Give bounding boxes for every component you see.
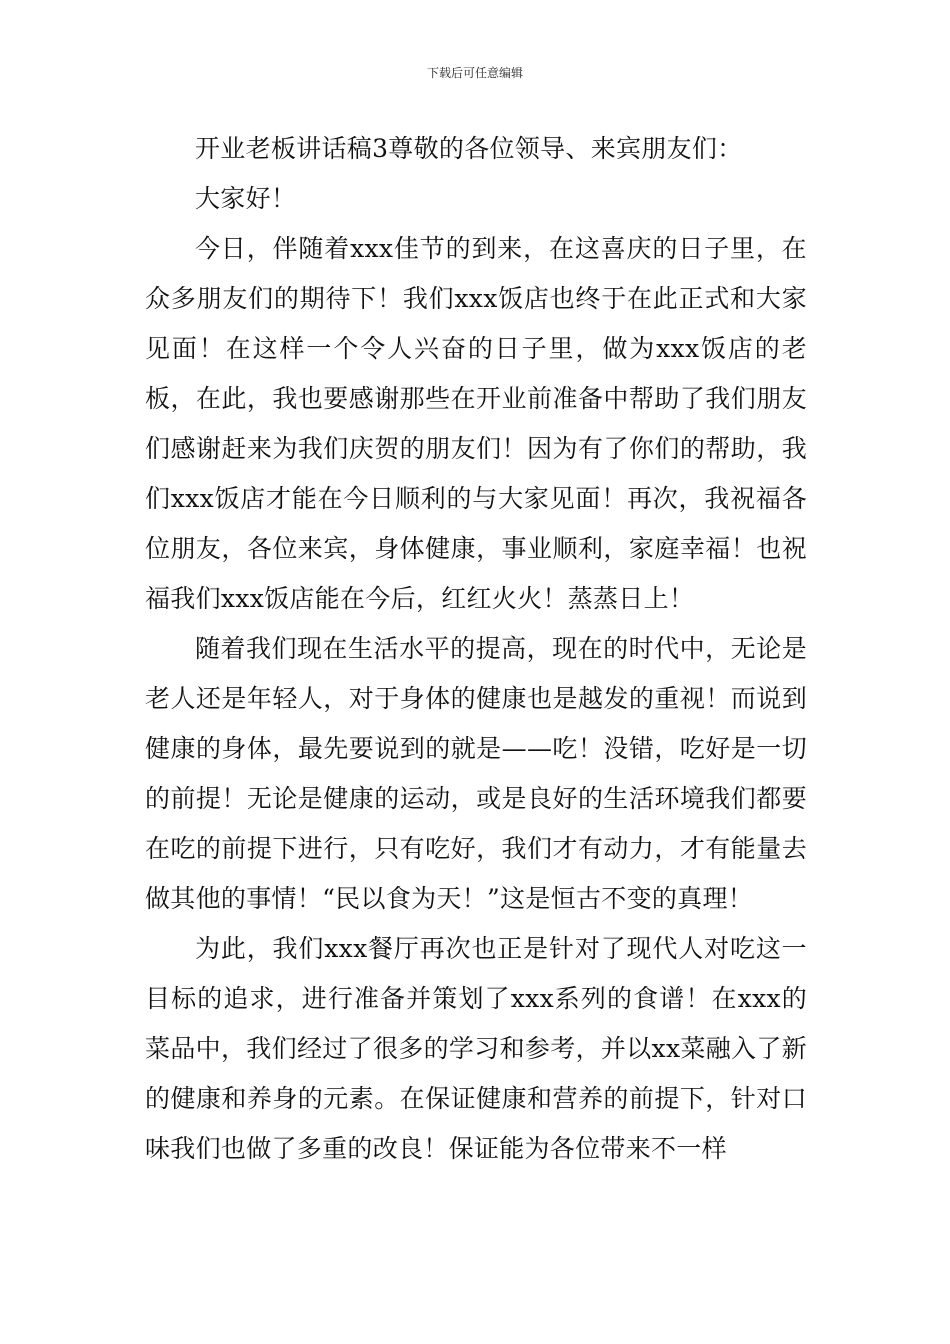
paragraph-menu: 为此，我们xxx餐厅再次也正是针对了现代人对吃这一目标的追求，进行准备并策划了xxx系列的食谱！在xxx的菜品中，我们经过了很多的学习和参考，并以xx菜融入了新的健康和养身的元素。在保证健康和营养的前提下，针对口味我们也做了多重的改良！保证能为各位带来不一样 <box>145 934 807 1163</box>
paragraph-title-greeting: 开业老板讲话稿3尊敬的各位领导、来宾朋友们： <box>195 134 743 163</box>
paragraph-opening: 今日，伴随着xxx佳节的到来，在这喜庆的日子里，在众多朋友们的期待下！我们xxx饭店也终于在此正式和大家见面！在这样一个令人兴奋的日子里，做为xxx饭店的老板，在此，我也要感谢那些在开业前准备中帮助了我们朋友们感谢赶来为我们庆贺的朋友们！因为有了你们的帮助，我们xxx饭店才能在今日顺利的与大家见面！再次，我祝福各位朋友，各位来宾，身体健康，事业顺利，家庭幸福！也祝福我们xxx饭店能在今后，红红火火！蒸蒸日上！ <box>145 234 807 613</box>
paragraph-hello: 大家好！ <box>195 184 297 213</box>
paragraph-health: 随着我们现在生活水平的提高，现在的时代中，无论是老人还是年轻人，对于身体的健康也是越发的重视！而说到健康的身体，最先要说到的就是——吃！没错，吃好是一切的前提！无论是健康的运动，或是良好的生活环境我们都要在吃的前提下进行，只有吃好，我们才有动力，才有能量去做其他的事情！“民以食为天！”这是恒古不变的真理！ <box>145 634 807 913</box>
page-header-note: 下载后可任意编辑 <box>426 66 523 80</box>
document-body <box>145 124 807 1174</box>
